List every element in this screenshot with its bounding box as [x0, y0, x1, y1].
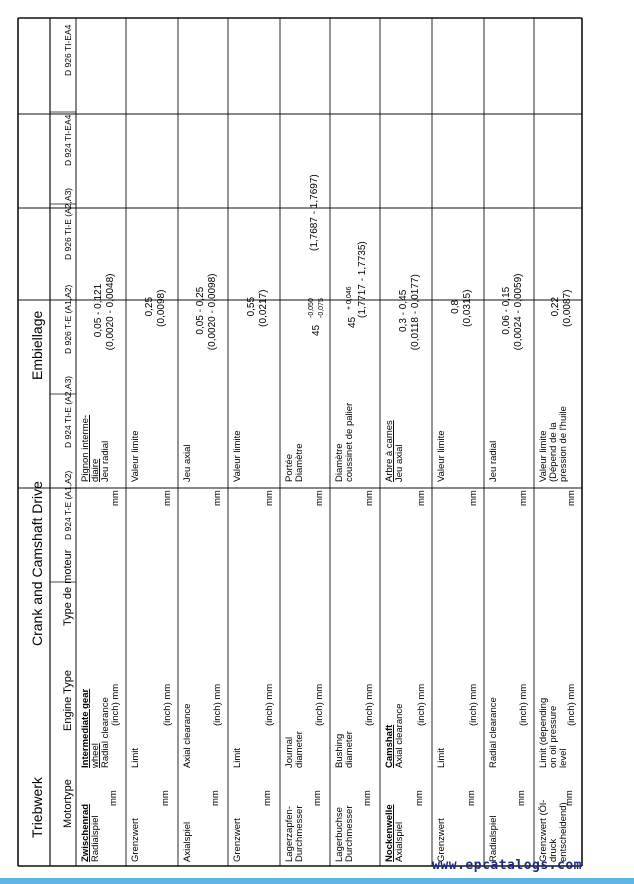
spec-value-nominal: 45	[311, 324, 322, 336]
label-fr: (Dépend de la	[548, 422, 559, 482]
unit-de: mm	[362, 790, 373, 806]
label-fr: coussinet de palier	[344, 402, 355, 482]
col-engine-type: Engine Type	[62, 670, 74, 731]
table-row	[232, 290, 275, 862]
table-row	[384, 274, 427, 862]
spec-value: 0,22	[550, 296, 561, 317]
tolerance-upper: + 0,046	[346, 286, 353, 310]
table-row	[334, 241, 375, 862]
unit-en: (inch) mm	[162, 683, 173, 726]
tolerance-upper: -0,050	[308, 298, 315, 318]
spec-value-inch: (0,0098)	[156, 289, 167, 327]
label-en: Radial clearance	[488, 697, 499, 768]
label-en: Bushing	[334, 733, 345, 768]
label-en: level	[558, 748, 569, 768]
label-de: Grenzwert	[232, 818, 243, 862]
col-engine-1: D 924 T-E (A1,A2)	[63, 470, 73, 540]
spec-value: 0,25	[144, 296, 155, 317]
label-en: diameter	[344, 731, 355, 768]
unit-fr: mm	[416, 490, 427, 506]
label-de: Grenzwert (Öl-	[538, 799, 549, 862]
unit-en: (inch) mm	[416, 683, 427, 726]
label-de: Lagerzapfen-	[284, 806, 295, 862]
label-de: Radialspiel	[488, 815, 499, 862]
unit-de: mm	[516, 790, 527, 806]
title-en: Crank and Camshaft Drive	[29, 481, 45, 646]
unit-de: mm	[312, 790, 323, 806]
unit-fr: mm	[518, 490, 529, 506]
label-fr: Valeur limite	[538, 430, 549, 482]
group-heading-fr: Jeu axial	[394, 444, 405, 482]
label-fr: Jeu radial	[488, 440, 499, 482]
unit-de: mm	[414, 790, 425, 806]
table-row	[80, 273, 121, 862]
label-en: diameter	[294, 731, 305, 768]
table-row	[488, 273, 529, 862]
column-header-row	[62, 24, 74, 828]
label-en: Limit (depending	[538, 697, 549, 768]
unit-en: (inch) mm	[314, 683, 325, 726]
title-band	[29, 311, 45, 838]
spec-value-inch: (1,7687 - 1,7697)	[309, 174, 320, 251]
label-de: Lagerbuchse	[334, 807, 345, 862]
label-en: Axial clearance	[182, 703, 193, 768]
unit-fr: mm	[468, 490, 479, 506]
label-de: Durchmesser	[344, 805, 355, 862]
label-en: Limit	[130, 747, 141, 768]
spec-value-nominal: 45	[347, 316, 358, 328]
spec-value: 0,55	[246, 296, 257, 317]
label-de: Axialspiel	[394, 821, 405, 862]
unit-en: (inch) mm	[110, 683, 121, 726]
label-de: Durchmesser	[294, 805, 305, 862]
unit-fr: mm	[162, 490, 173, 506]
spec-value: 0,05 - 0,121	[93, 283, 104, 338]
spec-value: 0,3 - 0,45	[398, 289, 409, 332]
label-fr: Jeu axial	[182, 444, 193, 482]
label-fr: Jeu radial	[100, 440, 111, 482]
label-fr: Diamètre	[334, 443, 345, 482]
group-heading-en: Axial clearance	[394, 703, 405, 768]
label-en: Limit	[436, 747, 447, 768]
col-engine-5: D 924 TI-EA4	[63, 114, 73, 166]
group-heading-en: Camshaft	[384, 724, 395, 768]
unit-de: mm	[564, 790, 575, 806]
unit-fr: mm	[110, 490, 121, 506]
title-de: Triebwerk	[29, 777, 45, 838]
label-de: druck	[548, 838, 559, 862]
spec-value-inch: (1,7717 - 1,7735)	[357, 241, 368, 318]
group-heading-de: Zwischenrad	[80, 803, 91, 862]
unit-en: (inch) mm	[264, 683, 275, 726]
label-en: Radial clearance	[100, 697, 111, 768]
label-en: on oil pressure	[548, 705, 559, 768]
table-row	[284, 174, 325, 862]
unit-de: mm	[160, 790, 171, 806]
label-fr: Portée	[284, 454, 295, 482]
label-en: Journal	[284, 736, 295, 768]
unit-en: (inch) mm	[566, 683, 577, 726]
col-engine-3: D 926 T-E (A1,A2)	[63, 284, 73, 354]
unit-de: mm	[466, 790, 477, 806]
group-heading-fr: Arbre à cames	[384, 420, 395, 482]
watermark-text: www.epcatalogs.com	[432, 858, 582, 873]
unit-en: (inch) mm	[468, 683, 479, 726]
tolerance-lower: -0,075	[318, 298, 325, 318]
label-de: Grenzwert	[436, 818, 447, 862]
unit-fr: mm	[212, 490, 223, 506]
col-type-moteur: Type de moteur	[62, 549, 74, 626]
spec-value-inch: (0,0315)	[462, 289, 473, 327]
label-fr: Diamètre	[294, 443, 305, 482]
label-de: entscheidend)	[558, 802, 569, 862]
group-heading-fr: Pignon interme-	[80, 414, 91, 482]
unit-fr: mm	[314, 490, 325, 506]
group-heading-fr: diaire	[90, 458, 101, 482]
spec-table	[18, 18, 582, 866]
spec-value-inch: (0,0118 - 0,0177)	[410, 274, 421, 351]
col-engine-6: D 926 TI-EA4	[63, 24, 73, 76]
table-row	[436, 290, 479, 862]
unit-de: mm	[262, 790, 273, 806]
label-fr: Valeur limite	[130, 430, 141, 482]
label-fr: Valeur limite	[436, 430, 447, 482]
col-engine-2: D 924 TI-E (A2,A3)	[63, 375, 73, 448]
table-row	[182, 273, 223, 862]
label-de: Axialspiel	[182, 821, 193, 862]
spec-value-inch: (0,0020 - 0,0098)	[207, 273, 218, 351]
col-engine-4: D 926 TI-E (A2,A3)	[63, 187, 73, 260]
bottom-accent-bar	[0, 878, 634, 884]
label-en: Limit	[232, 747, 243, 768]
col-motortype: Motortype	[62, 779, 74, 828]
unit-fr: mm	[364, 490, 375, 506]
spec-value-inch: (0,0020 - 0,0048)	[105, 273, 116, 351]
group-heading-en: Intermediate gear	[80, 688, 91, 768]
label-fr: Valeur limite	[232, 430, 243, 482]
group-heading-en: wheel	[90, 743, 101, 768]
label-de: Radialspiel	[90, 815, 101, 862]
unit-en: (inch) mm	[518, 683, 529, 726]
table-row	[130, 290, 173, 862]
unit-en: (inch) mm	[364, 683, 375, 726]
table-row	[538, 290, 577, 862]
group-heading-de: Nockenwelle	[384, 804, 395, 862]
unit-fr: mm	[264, 490, 275, 506]
spec-value-inch: (0,0024 - 0,0059)	[513, 273, 524, 351]
title-fr: Embiellage	[29, 310, 45, 380]
table-body	[80, 174, 577, 862]
spec-value-inch: (0,0087)	[562, 289, 573, 327]
unit-en: (inch) mm	[212, 683, 223, 726]
label-de: Grenzwert	[130, 818, 141, 862]
unit-fr: mm	[566, 490, 577, 506]
spec-value-inch: (0,0217)	[258, 289, 269, 327]
spec-value: 0,8	[450, 299, 461, 314]
label-fr: pression de l'huile	[558, 406, 569, 482]
unit-de: mm	[210, 790, 221, 806]
spec-value: 0,05 - 0,25	[195, 286, 206, 335]
spec-value: 0,06 - 0,15	[501, 286, 512, 335]
unit-de: mm	[108, 790, 119, 806]
